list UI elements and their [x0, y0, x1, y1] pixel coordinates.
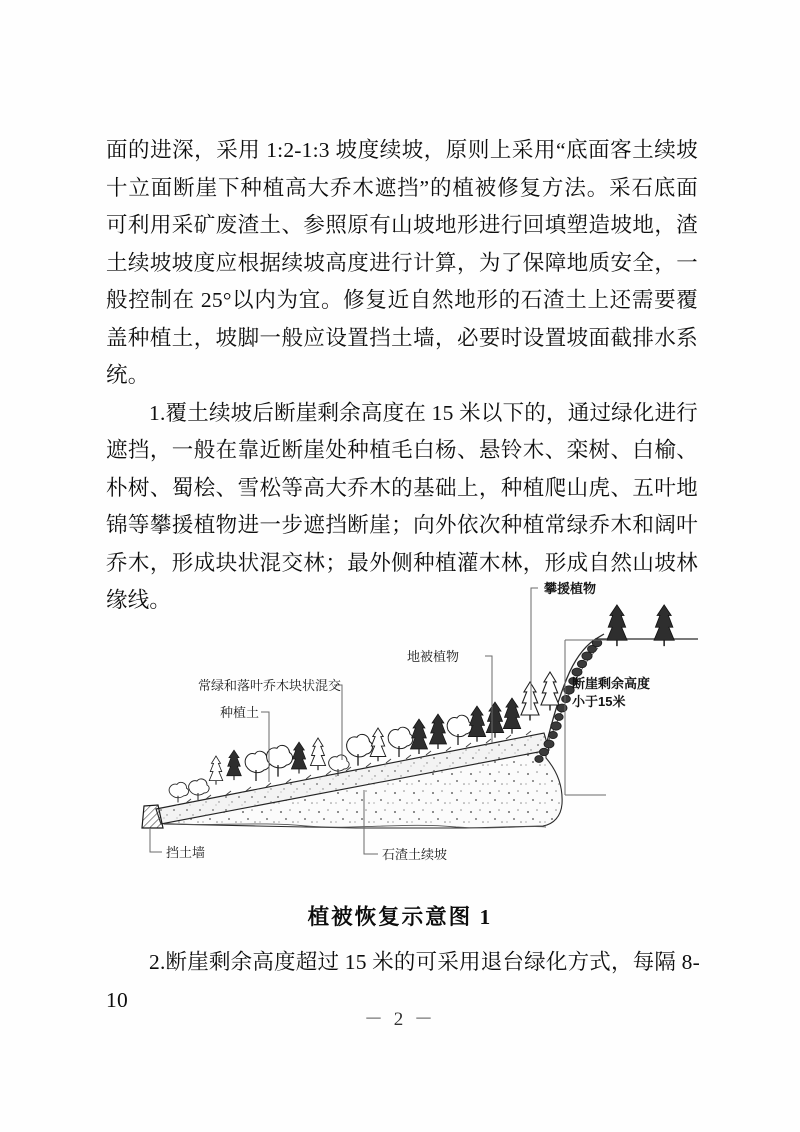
label-mixed-forest: 常绿和落叶乔木块状混交	[198, 678, 342, 693]
page-number: － 2 －	[363, 1009, 436, 1030]
paragraph-2: 1.覆土续坡后断崖剩余高度在 15 米以下的，通过绿化进行遮挡，一般在靠近断崖处种植毛白杨、悬铃木、栾树、白榆、朴树、蜀桧、雪松等高大乔木的基础上，种植爬山虎、五叶地锦等攀援植物进一步遮挡断崖；向外依次种植常绿乔木和阔叶乔木，形成块状混交林；最外侧种植灌木林，形成自然山坡林缘线。	[106, 400, 698, 612]
label-planting-soil: 种植土	[220, 705, 260, 720]
page-footer	[0, 1004, 800, 1031]
paragraph-3: 2.断崖剩余高度超过 15 米的可采用退台绿化方式，每隔 8-10	[106, 950, 700, 1012]
label-rock-slope: 石渣土续坡	[382, 847, 448, 862]
figure-caption: 植被恢复示意图 1	[307, 905, 493, 929]
leader-retaining-wall	[150, 828, 162, 852]
diagram-svg	[106, 560, 698, 905]
leader-mixed-forest	[334, 685, 342, 760]
figure-vegetation-restoration-diagram-1	[106, 560, 698, 900]
label-cliff-height-line1: 断崖剩余高度	[572, 676, 651, 691]
label-climbing-plants: 攀援植物	[544, 581, 597, 596]
paragraph-1: 面的进深，采用 1:2-1:3 坡度续坡，原则上采用“底面客土续坡十立面断崖下种植高大乔木遮挡”的植被修复方法。采石底面可利用采矿废渣土、参照原有山坡地形进行回填塑造坡地，渣土续坡坡度应根据续坡高度进行计算，为了保障地质安全，一般控制在 25°以内为宜。修复近自然地形的石渣土上还需要覆盖种植土，坡脚一般应设置挡土墙，必要时设置坡面截排水系统。	[106, 138, 698, 387]
cliff-top-trees	[607, 605, 674, 646]
text-body	[106, 132, 698, 620]
label-ground-cover: 地被植物	[407, 649, 460, 664]
label-retaining-wall: 挡土墙	[166, 845, 206, 860]
label-cliff-height-line2: 小于15米	[572, 694, 626, 709]
